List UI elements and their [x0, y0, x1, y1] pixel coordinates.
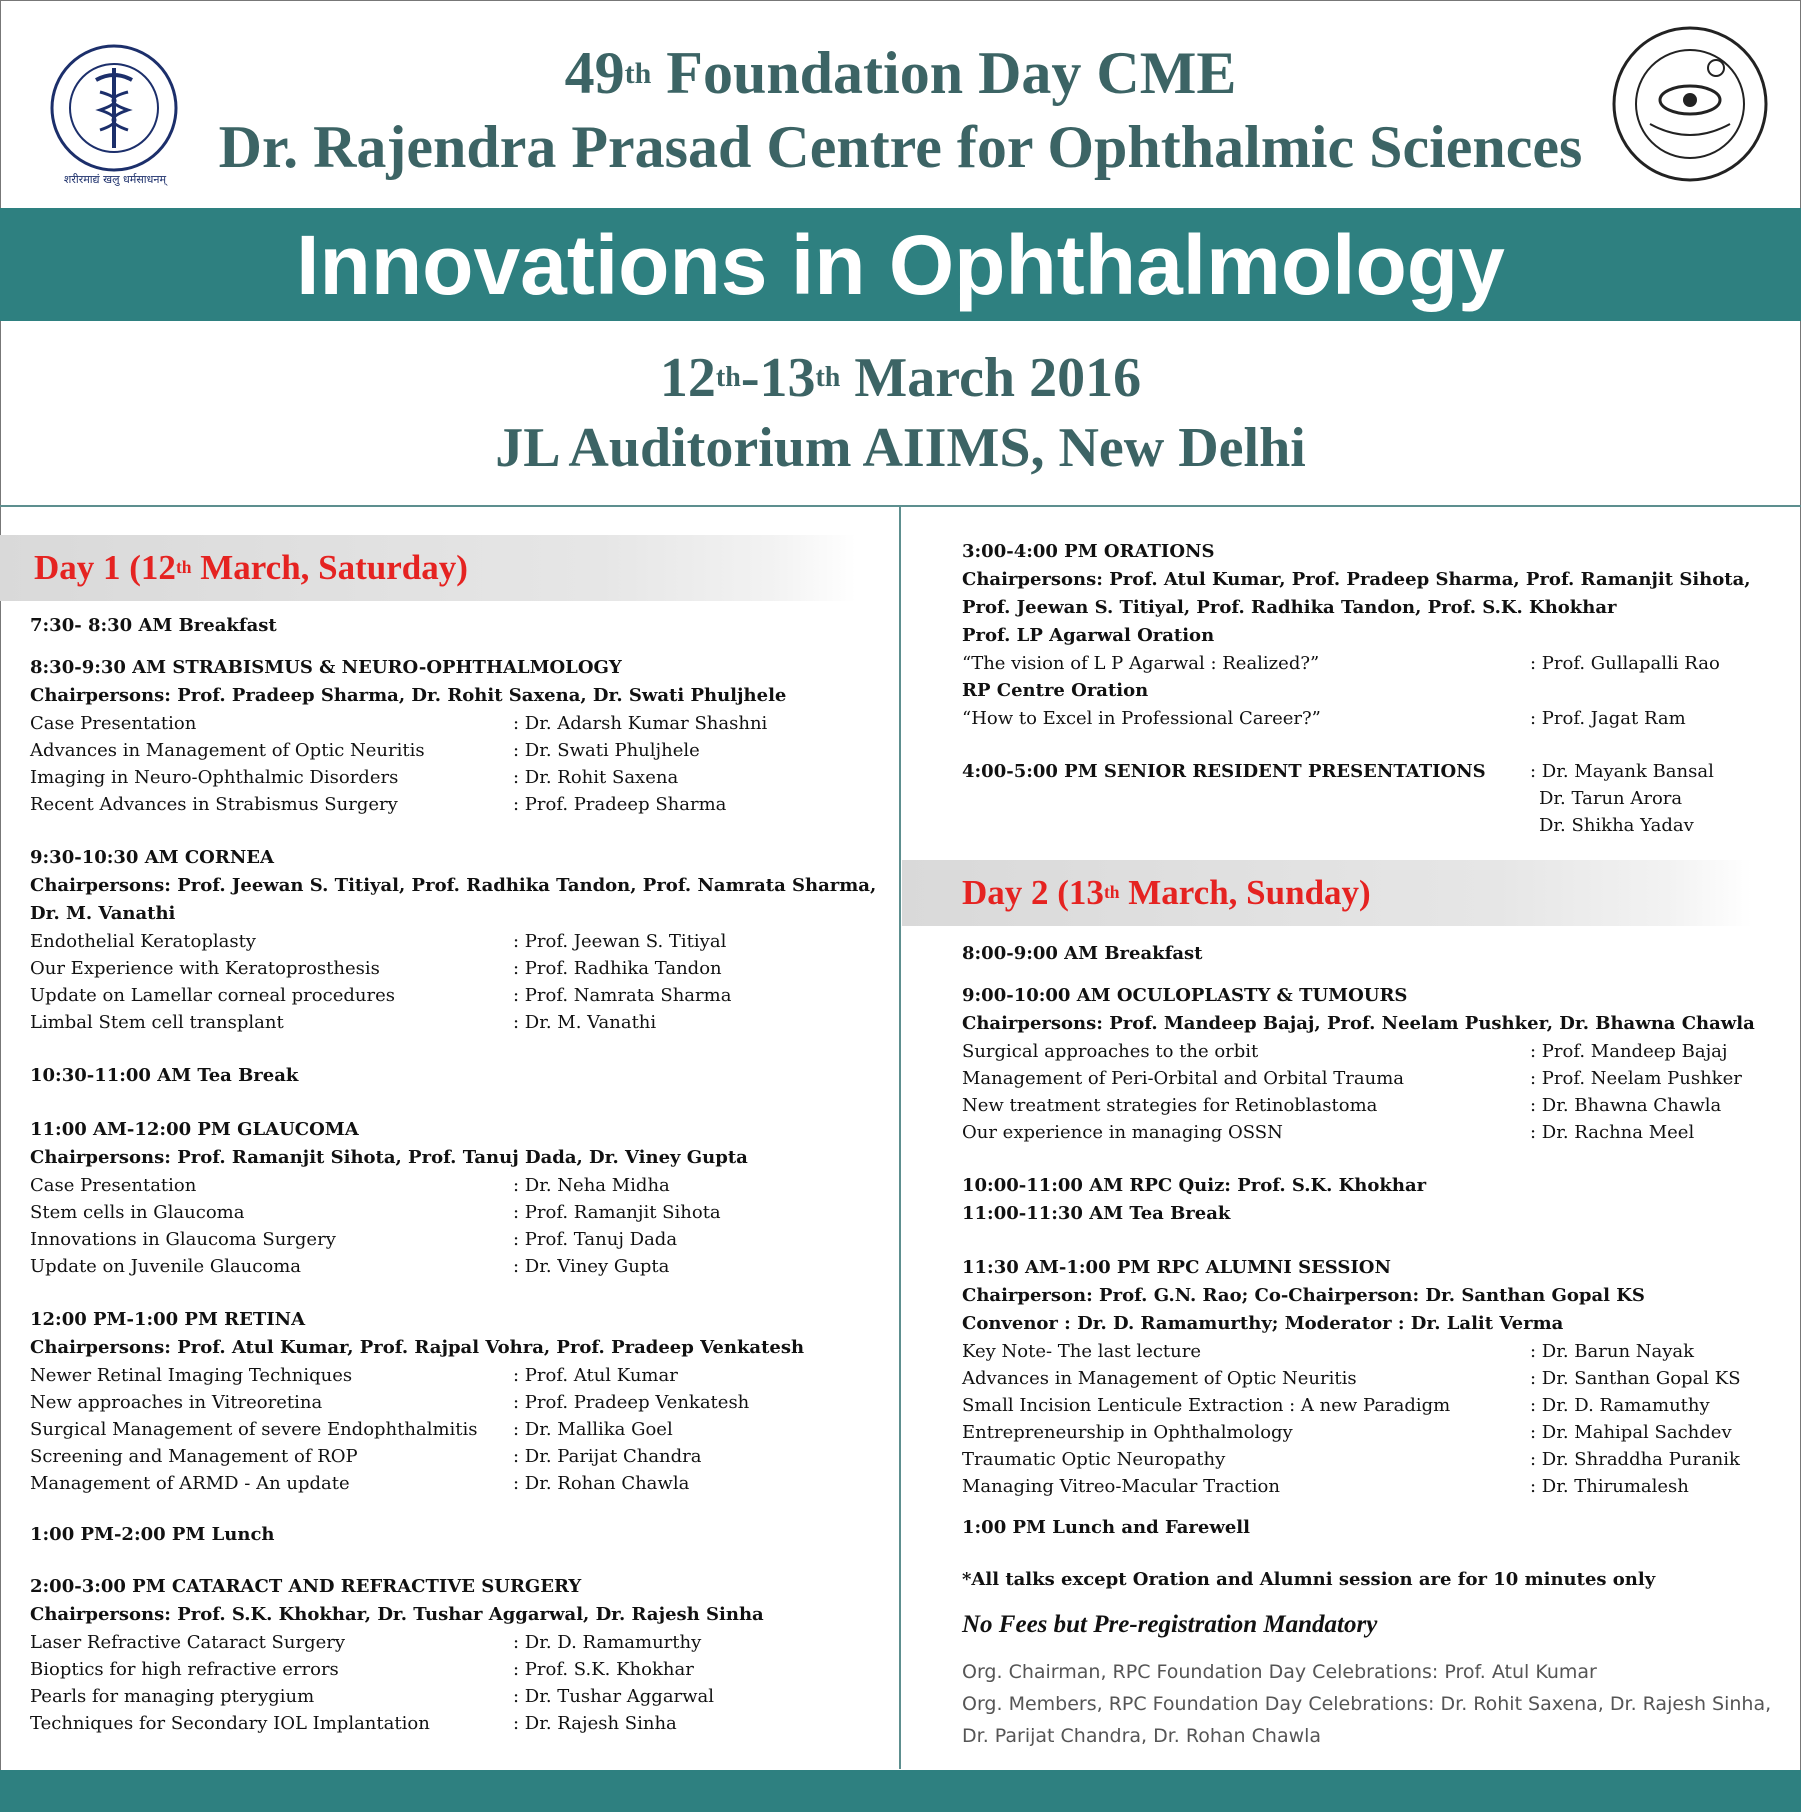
talk-speaker: : Prof. Tanuj Dada: [513, 1229, 678, 1250]
day-2-label: Day 2 (13: [962, 873, 1104, 912]
talk-speaker: : Prof. Neelam Pushker: [1530, 1068, 1742, 1089]
talk-title: New treatment strategies for Retinoblastoma: [962, 1095, 1378, 1116]
srp-row: [962, 785, 1782, 812]
session-chairs: Chairpersons: Prof. Atul Kumar, Prof. Rajpal Vohra, Prof. Pradeep Venkatesh: [30, 1337, 805, 1358]
session-title: 9:30-10:30 AM CORNEA: [30, 847, 274, 868]
day-1-header: [0, 535, 856, 601]
talk-row: [30, 1226, 870, 1253]
day-2-suffix: th: [1103, 881, 1120, 902]
talk-title: Small Incision Lenticule Extraction : A new Paradigm: [962, 1395, 1451, 1416]
talk-title: Our experience in managing OSSN: [962, 1122, 1283, 1143]
talk-title: Pearls for managing pterygium: [30, 1686, 315, 1707]
footer-band: [0, 1770, 1801, 1812]
lunch-slot: 1:00 PM-2:00 PM Lunch: [30, 1524, 275, 1545]
talk-title: Limbal Stem cell transplant: [30, 1012, 284, 1033]
day-2-date: March, Sunday): [1119, 873, 1371, 912]
talk-title: Advances in Management of Optic Neuritis: [30, 740, 425, 761]
talk-title: Endothelial Keratoplasty: [30, 931, 256, 952]
breakfast-slot: 8:00-9:00 AM Breakfast: [962, 943, 1203, 964]
talk-list: [962, 1038, 1782, 1146]
session-title: 4:00-5:00 PM SENIOR RESIDENT PRESENTATIONS: [962, 761, 1486, 782]
talk-row: [30, 1416, 870, 1443]
talk-speaker: : Dr. Rajesh Sinha: [513, 1713, 677, 1734]
talk-row: [30, 1629, 870, 1656]
talk-speaker: : Dr. Rohan Chawla: [513, 1473, 690, 1494]
talk-row: [962, 1446, 1782, 1473]
session-title: 12:00 PM-1:00 PM RETINA: [30, 1309, 306, 1330]
talk-speaker: : Prof. Pradeep Venkatesh: [513, 1392, 750, 1413]
talk-speaker: : Dr. Bhawna Chawla: [1530, 1095, 1722, 1116]
talk-title: Entrepreneurship in Ophthalmology: [962, 1422, 1293, 1443]
breakfast-slot: 7:30- 8:30 AM Breakfast: [30, 615, 277, 636]
column-divider: [899, 507, 901, 1769]
foundation-number-suffix: th: [624, 56, 652, 90]
talk-title: Surgical approaches to the orbit: [962, 1041, 1259, 1062]
talk-speaker: : Dr. Mallika Goel: [513, 1419, 673, 1440]
talk-list: [30, 1362, 870, 1497]
talk-speaker: : Dr. Barun Nayak: [1530, 1341, 1695, 1362]
talk-title: Managing Vitreo-Macular Traction: [962, 1476, 1280, 1497]
talk-title: Management of Peri-Orbital and Orbital Trauma: [962, 1068, 1405, 1089]
talk-row: [962, 1092, 1782, 1119]
date-month-year: March 2016: [840, 347, 1142, 409]
oration-name: Prof. LP Agarwal Oration: [962, 625, 1215, 646]
talk-title: Update on Lamellar corneal procedures: [30, 985, 395, 1006]
talk-speaker: : Dr. Neha Midha: [513, 1175, 670, 1196]
org-chairman: Org. Chairman, RPC Foundation Day Celebrations: Prof. Atul Kumar: [962, 1661, 1597, 1683]
talk-title: Management of ARMD - An update: [30, 1473, 350, 1494]
talk-title: Traumatic Optic Neuropathy: [962, 1449, 1226, 1470]
day-1-afternoon-schedule: [962, 538, 1782, 839]
talk-speaker: : Dr. Tushar Aggarwal: [513, 1686, 715, 1707]
event-dates: [0, 345, 1801, 411]
title-banner: [0, 208, 1801, 321]
talk-list: [30, 1629, 870, 1737]
date-end: -13: [740, 347, 816, 409]
oration-speaker: : Prof. Jagat Ram: [1530, 708, 1686, 729]
header-line-1: [0, 38, 1801, 108]
session-title: 3:00-4:00 PM ORATIONS: [962, 541, 1215, 562]
talk-speaker: : Prof. Mandeep Bajaj: [1530, 1041, 1728, 1062]
talk-row: [30, 1470, 870, 1497]
talk-row: [30, 764, 870, 791]
srp-row: [962, 812, 1782, 839]
srp-speaker: : Dr. Mayank Bansal: [1530, 761, 1714, 782]
date-start: 12: [659, 347, 716, 409]
talk-speaker: : Dr. Viney Gupta: [513, 1256, 670, 1277]
talk-row: [30, 982, 870, 1009]
oration-title: “How to Excel in Professional Career?”: [962, 708, 1321, 729]
day-1-suffix: th: [175, 556, 192, 577]
talk-row: [962, 1473, 1782, 1500]
srp-row: [962, 758, 1782, 785]
session-title: 11:30 AM-1:00 PM RPC ALUMNI SESSION: [962, 1257, 1391, 1278]
talk-row: [30, 1199, 870, 1226]
talk-speaker: : Prof. S.K. Khokhar: [513, 1659, 694, 1680]
event-venue: JL Auditorium AIIMS, New Delhi: [495, 417, 1306, 479]
talk-title: Newer Retinal Imaging Techniques: [30, 1365, 353, 1386]
talk-row: [962, 1065, 1782, 1092]
org-members: Org. Members, RPC Foundation Day Celebrations: Dr. Rohit Saxena, Dr. Rajesh Sinha,: [962, 1693, 1772, 1715]
talk-speaker: : Dr. Rohit Saxena: [513, 767, 679, 788]
talk-title: Case Presentation: [30, 1175, 197, 1196]
talk-row: [962, 1419, 1782, 1446]
session-chairs: Chairpersons: Prof. Atul Kumar, Prof. Pradeep Sharma, Prof. Ramanjit Sihota,: [962, 569, 1751, 590]
srp-speaker: Dr. Tarun Arora: [1539, 788, 1683, 809]
talk-speaker: : Dr. Parijat Chandra: [513, 1446, 702, 1467]
foundation-day-title: Foundation Day CME: [651, 40, 1237, 106]
session-title: 2:00-3:00 PM CATARACT AND REFRACTIVE SURGERY: [30, 1576, 582, 1597]
talk-title: Bioptics for high refractive errors: [30, 1659, 339, 1680]
day-1-label: Day 1 (12: [34, 548, 176, 587]
quiz-slot: 10:00-11:00 AM RPC Quiz: Prof. S.K. Khokhar: [962, 1175, 1427, 1196]
talk-title: Innovations in Glaucoma Surgery: [30, 1229, 336, 1250]
session-chairs: Dr. M. Vanathi: [30, 903, 176, 924]
oration-title: “The vision of L P Agarwal : Realized?”: [962, 653, 1320, 674]
talk-title: Stem cells in Glaucoma: [30, 1202, 245, 1223]
talk-list: [30, 710, 870, 818]
talk-title: Screening and Management of ROP: [30, 1446, 358, 1467]
talk-row: [30, 1443, 870, 1470]
day-2-schedule: [962, 940, 1782, 1752]
talk-speaker: : Dr. Rachna Meel: [1530, 1122, 1695, 1143]
talk-speaker: : Dr. Santhan Gopal KS: [1530, 1368, 1741, 1389]
oration-row: [962, 650, 1782, 677]
talk-title: Recent Advances in Strabismus Surgery: [30, 794, 398, 815]
talk-speaker: : Dr. D. Ramamuthy: [1530, 1395, 1710, 1416]
tea-break-slot: 11:00-11:30 AM Tea Break: [962, 1203, 1231, 1224]
org-members-cont: Dr. Parijat Chandra, Dr. Rohan Chawla: [962, 1725, 1322, 1747]
talk-row: [30, 710, 870, 737]
talk-row: [30, 1683, 870, 1710]
talk-speaker: : Prof. Pradeep Sharma: [513, 794, 727, 815]
talk-row: [30, 737, 870, 764]
talk-speaker: : Dr. Shraddha Puranik: [1530, 1449, 1740, 1470]
talk-speaker: : Dr. Mahipal Sachdev: [1530, 1422, 1732, 1443]
header-line-2: Dr. Rajendra Prasad Centre for Ophthalmic Sciences: [218, 114, 1583, 180]
session-title: 9:00-10:00 AM OCULOPLASTY & TUMOURS: [962, 985, 1408, 1006]
talk-row: [962, 1392, 1782, 1419]
talk-row: [30, 1172, 870, 1199]
registration-note: No Fees but Pre-registration Mandatory: [962, 1611, 1378, 1638]
session-chairs: Chairpersons: Prof. Pradeep Sharma, Dr. Rohit Saxena, Dr. Swati Phuljhele: [30, 685, 787, 706]
talk-row: [962, 1038, 1782, 1065]
oration-name: RP Centre Oration: [962, 680, 1149, 701]
talk-row: [30, 1710, 870, 1737]
talk-title: Case Presentation: [30, 713, 197, 734]
talk-speaker: : Dr. Adarsh Kumar Shashni: [513, 713, 768, 734]
duration-note: *All talks except Oration and Alumni session are for 10 minutes only: [962, 1569, 1656, 1590]
session-chairs: Chairpersons: Prof. Jeewan S. Titiyal, Prof. Radhika Tandon, Prof. Namrata Sharma,: [30, 875, 877, 896]
talk-speaker: : Dr. Swati Phuljhele: [513, 740, 700, 761]
talk-title: Surgical Management of severe Endophthalmitis: [30, 1419, 478, 1440]
talk-title: Our Experience with Keratoprosthesis: [30, 958, 380, 979]
talk-speaker: : Prof. Namrata Sharma: [513, 985, 732, 1006]
srp-speaker: Dr. Shikha Yadav: [1539, 815, 1694, 836]
talk-speaker: : Dr. M. Vanathi: [513, 1012, 657, 1033]
session-title: 8:30-9:30 AM STRABISMUS & NEURO-OPHTHALMOLOGY: [30, 657, 622, 678]
talk-title: Update on Juvenile Glaucoma: [30, 1256, 301, 1277]
tea-break-slot: 10:30-11:00 AM Tea Break: [30, 1065, 299, 1086]
talk-row: [962, 1365, 1782, 1392]
talk-list: [30, 928, 870, 1036]
talk-speaker: : Prof. Ramanjit Sihota: [513, 1202, 721, 1223]
talk-row: [962, 1119, 1782, 1146]
date-end-suffix: th: [815, 362, 841, 394]
lunch-farewell-slot: 1:00 PM Lunch and Farewell: [962, 1517, 1250, 1538]
talk-row: [30, 1389, 870, 1416]
talk-list: [30, 1172, 870, 1280]
talk-row: [30, 791, 870, 818]
session-chairs: Prof. Jeewan S. Titiyal, Prof. Radhika Tandon, Prof. S.K. Khokhar: [962, 597, 1617, 618]
banner-title: Innovations in Ophthalmology: [296, 218, 1505, 312]
logo-motto: शरीरमाद्यं खलु धर्मसाधनम्: [63, 173, 167, 186]
talk-row: [30, 928, 870, 955]
talk-row: [30, 1009, 870, 1036]
talk-title: Imaging in Neuro-Ophthalmic Disorders: [30, 767, 399, 788]
rpc-seal-logo: [1610, 24, 1770, 184]
session-chairs: Chairperson: Prof. G.N. Rao; Co-Chairperson: Dr. Santhan Gopal KS: [962, 1285, 1645, 1306]
day-1-date: March, Saturday): [191, 548, 468, 587]
talk-row: [30, 955, 870, 982]
talk-speaker: : Prof. Radhika Tandon: [513, 958, 722, 979]
talk-row: [30, 1656, 870, 1683]
talk-speaker: : Prof. Atul Kumar: [513, 1365, 678, 1386]
oration-speaker: : Prof. Gullapalli Rao: [1530, 653, 1720, 674]
talk-speaker: : Dr. D. Ramamurthy: [513, 1632, 702, 1653]
talk-title: New approaches in Vitreoretina: [30, 1392, 323, 1413]
talk-speaker: : Prof. Jeewan S. Titiyal: [513, 931, 727, 952]
session-chairs: Chairpersons: Prof. Mandeep Bajaj, Prof. Neelam Pushker, Dr. Bhawna Chawla: [962, 1013, 1755, 1034]
day-1-schedule: [30, 612, 877, 1737]
session-chairs: Chairpersons: Prof. S.K. Khokhar, Dr. Tushar Aggarwal, Dr. Rajesh Sinha: [30, 1604, 764, 1625]
talk-row: [30, 1362, 870, 1389]
talk-title: Advances in Management of Optic Neuritis: [962, 1368, 1357, 1389]
session-title: 11:00 AM-12:00 PM GLAUCOMA: [30, 1119, 359, 1140]
talk-speaker: : Dr. Thirumalesh: [1530, 1476, 1689, 1497]
talk-title: Laser Refractive Cataract Surgery: [30, 1632, 346, 1653]
talk-title: Techniques for Secondary IOL Implantation: [30, 1713, 430, 1734]
session-chairs: Chairpersons: Prof. Ramanjit Sihota, Prof. Tanuj Dada, Dr. Viney Gupta: [30, 1147, 748, 1168]
session-convenor: Convenor : Dr. D. Ramamurthy; Moderator : Dr. Lalit Verma: [962, 1313, 1564, 1334]
talk-row: [962, 1338, 1782, 1365]
date-start-suffix: th: [715, 362, 741, 394]
talk-list: [962, 1338, 1782, 1500]
day-2-header: [902, 860, 1752, 926]
header: [0, 0, 1801, 208]
foundation-number: 49: [564, 40, 625, 106]
talk-title: Key Note- The last lecture: [962, 1341, 1202, 1362]
talk-row: [30, 1253, 870, 1280]
oration-row: [962, 705, 1782, 732]
